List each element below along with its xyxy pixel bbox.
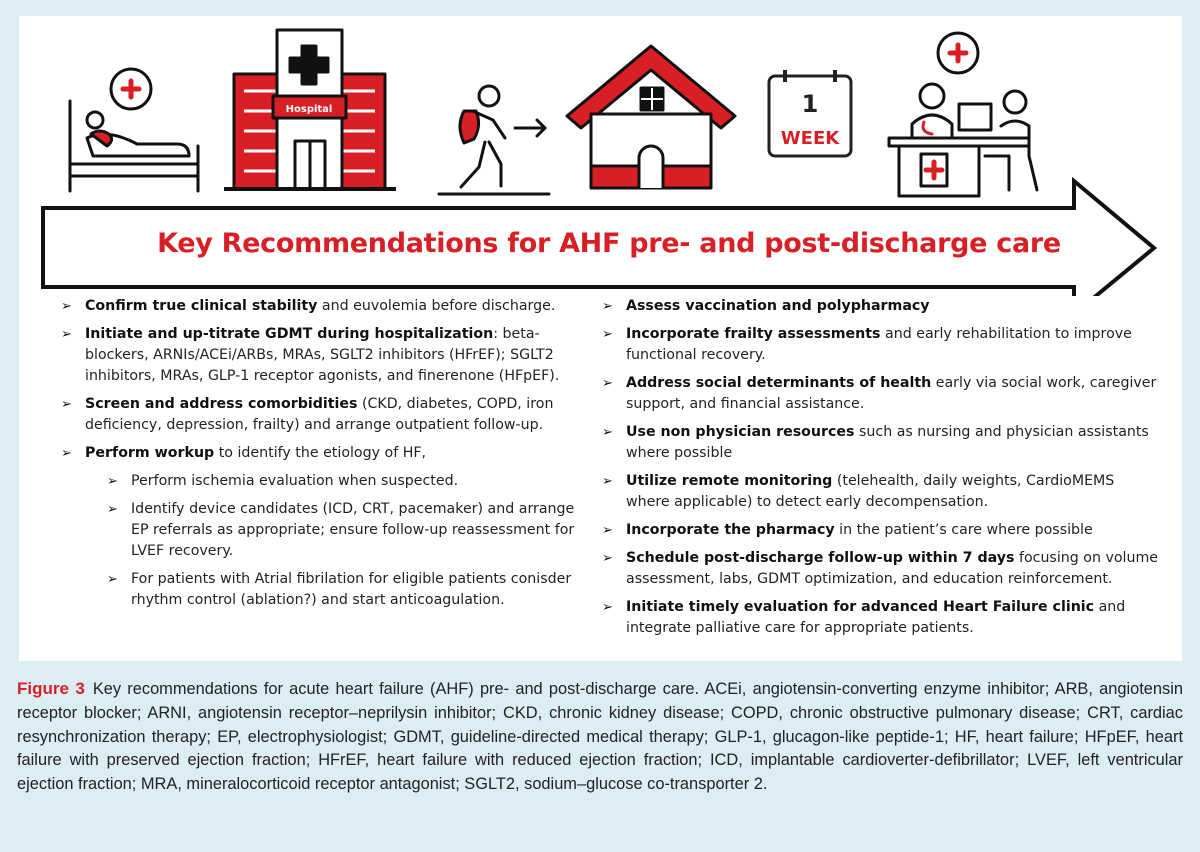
list-item: ➢ Schedule post-discharge follow-up within 7 days focusing on volume assessment, labs, GDMT optimization, and education reinforcement. bbox=[602, 550, 1159, 587]
left-recommendations bbox=[61, 296, 581, 618]
arrow-bullet-icon: ➢ bbox=[602, 299, 613, 314]
sub-list-item: ➢ Identify device candidates (ICD, CRT, pacemaker) and arrange EP referrals as appropriate; ensure follow-up reassessment for LVEF recovery. bbox=[107, 501, 575, 559]
list-item: ➢ Incorporate frailty assessments and early rehabilitation to improve functional recovery. bbox=[602, 326, 1132, 363]
right-recommendations bbox=[602, 296, 1162, 646]
hospital-sign-text: Hospital bbox=[285, 104, 333, 115]
figure-caption bbox=[17, 677, 1183, 797]
arrow-bullet-icon: ➢ bbox=[602, 523, 613, 538]
arrow-bullet-icon: ➢ bbox=[61, 446, 72, 461]
arrow-bullet-icon: ➢ bbox=[107, 572, 118, 587]
calendar-number-text: 1 bbox=[801, 90, 819, 118]
list-item: ➢ Address social determinants of health early via social work, caregiver support, and financial assistance. bbox=[602, 375, 1157, 412]
list-item: ➢ Confirm true clinical stability and euvolemia before discharge. bbox=[61, 296, 581, 317]
arrow-bullet-icon: ➢ bbox=[602, 551, 613, 566]
calendar-word-text: WEEK bbox=[780, 128, 840, 149]
list-item: ➢ Screen and address comorbidities (CKD, diabetes, COPD, iron deficiency, depression, frailty) and arrange outpatient follow-up. bbox=[61, 396, 554, 433]
list-item: ➢ Assess vaccination and polypharmacy bbox=[602, 296, 1162, 317]
arrow-bullet-icon: ➢ bbox=[602, 474, 613, 489]
arrow-bullet-icon: ➢ bbox=[61, 327, 72, 342]
figure-label: Figure 3 bbox=[17, 679, 85, 698]
figure-panel bbox=[19, 16, 1182, 661]
arrow-bullet-icon: ➢ bbox=[61, 299, 72, 314]
caption-text: Key recommendations for acute heart failure (AHF) pre- and post-discharge care. ACEi, angiotensin-converting enzyme inhibitor; ARB, angiotensin receptor blocker; ARNI, angiotensin receptor–neprilysin inhibitor; CKD, chronic kidney disease; COPD, chronic obstructive pulmonary disease; CRT, cardiac resynchronization therapy; EP, electrophysiologist; GDMT, guideline-directed medical therapy; GLP-1, glucagon-like peptide-1; HF, heart failure; HFpEF, heart failure with preserved ejection fraction; HFrEF, heart failure with reduced ejection fraction; ICD, implantable cardioverter-defibrillator; LVEF, left ventricular ejection fraction; MRA, mineralocorticoid receptor antagonist; SGLT2, sodium–glucose co-transporter 2. bbox=[17, 680, 1183, 794]
list-item: ➢ Initiate timely evaluation for advanced Heart Failure clinic and integrate palliative care for appropriate patients. bbox=[602, 599, 1126, 636]
sub-list-item: ➢ Perform ischemia evaluation when suspected. bbox=[107, 471, 581, 492]
arrow-bullet-icon: ➢ bbox=[107, 502, 118, 517]
list-item: ➢ Utilize remote monitoring (telehealth, daily weights, CardioMEMS where applicable) to detect early decompensation. bbox=[602, 473, 1115, 510]
arrow-bullet-icon: ➢ bbox=[602, 327, 613, 342]
list-item: ➢ Initiate and up-titrate GDMT during hospitalization: beta-blockers, ARNIs/ACEi/ARBs, MRAs, SGLT2 inhibitors (HFrEF); SGLT2 inhibitors, MRAs, GLP-1 receptor agonists, and finerenone (HFpEF). bbox=[61, 326, 560, 384]
banner-title: Key Recommendations for AHF pre- and post-discharge care bbox=[157, 228, 1061, 259]
sub-list-item: ➢ For patients with Atrial fibrilation for eligible patients conisder rhythm control (ablation?) and start anticoagulation. bbox=[107, 571, 572, 608]
list-item: ➢ Perform workup to identify the etiology of HF, bbox=[61, 443, 581, 464]
arrow-bullet-icon: ➢ bbox=[602, 600, 613, 615]
list-item: ➢ Incorporate the pharmacy in the patient’s care where possible bbox=[602, 520, 1162, 541]
arrow-bullet-icon: ➢ bbox=[61, 397, 72, 412]
arrow-bullet-icon: ➢ bbox=[602, 425, 613, 440]
list-item: ➢ Use non physician resources such as nursing and physician assistants where possible bbox=[602, 424, 1149, 461]
arrow-bullet-icon: ➢ bbox=[107, 474, 118, 489]
arrow-bullet-icon: ➢ bbox=[602, 376, 613, 391]
